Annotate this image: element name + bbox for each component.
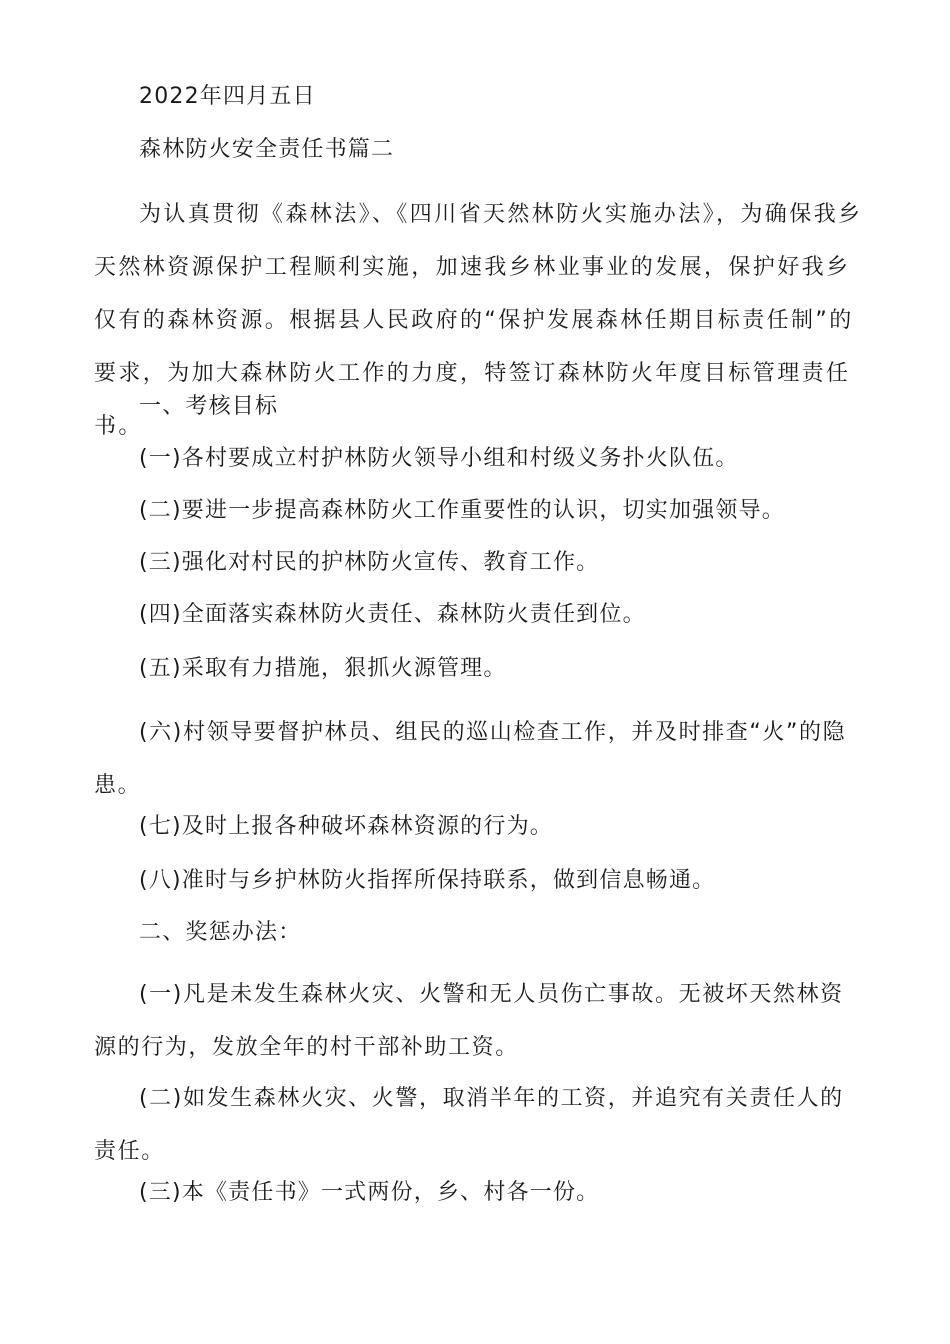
intro-paragraph: 为认真贯彻《森林法》、《四川省天然林防火实施办法》，为确保我乡天然林资源保护工程顺利实施，加速我乡林业事业的发展，保护好我乡仅有的森林资源。根据县人民政府的“保护发展森林任期目标责任制”的要求，为加大森林防火工作的力度，特签订森林防火年度目标管理责任书。 bbox=[94, 202, 863, 439]
heading-rewards-penalties: 二、奖惩办法： bbox=[139, 920, 302, 945]
goal-item-1: (一)各村要成立村护林防火领导小组和村级义务扑火队伍。 bbox=[139, 446, 739, 471]
goal-item-3: (三)强化对村民的护林防火宣传、教育工作。 bbox=[139, 550, 600, 575]
goal-item-8: (八)准时与乡护林防火指挥所保持联系，做到信息畅通。 bbox=[139, 868, 716, 893]
section-title: 森林防火安全责任书篇二 bbox=[139, 137, 395, 162]
rule-item-3: (三)本《责任书》一式两份，乡、村各一份。 bbox=[139, 1180, 600, 1205]
goal-item-5: (五)采取有力措施，狠抓火源管理。 bbox=[139, 656, 507, 681]
date-line: 2022年四月五日 bbox=[139, 84, 316, 109]
rule-item-1: (一)凡是未发生森林火灾、火警和无人员伤亡事故。无被坏天然林资源的行为，发放全年的村干部补助工资。 bbox=[94, 982, 844, 1060]
rule-item-2: (二)如发生森林火灾、火警，取消半年的工资，并追究有关责任人的责任。 bbox=[94, 1086, 844, 1164]
goal-item-4: (四)全面落实森林防火责任、森林防火责任到位。 bbox=[139, 602, 646, 627]
goal-item-7: (七)及时上报各种破坏森林资源的行为。 bbox=[139, 814, 553, 839]
goal-item-2: (二)要进一步提高森林防火工作重要性的认识，切实加强领导。 bbox=[139, 498, 785, 523]
goal-item-6: (六)村领导要督护林员、组民的巡山检查工作，并及时排查“火”的隐患。 bbox=[94, 720, 847, 798]
heading-assessment-goals: 一、考核目标 bbox=[139, 394, 279, 419]
